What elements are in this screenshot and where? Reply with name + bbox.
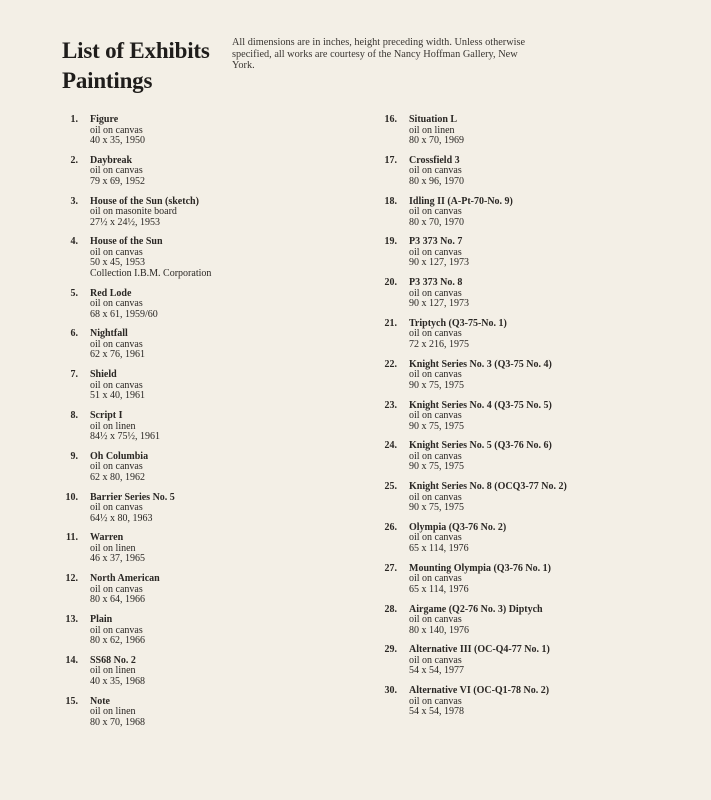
exhibit-title: Mounting Olympia (Q3-76 No. 1) <box>409 562 551 574</box>
exhibit-details <box>90 197 211 229</box>
exhibit-entry <box>38 197 211 238</box>
exhibit-medium: oil on linen <box>90 542 136 554</box>
exhibit-entry <box>38 115 211 156</box>
exhibit-details <box>409 605 567 637</box>
exhibit-medium: oil on linen <box>409 124 455 136</box>
exhibit-details <box>409 360 567 392</box>
exhibit-details <box>90 533 211 565</box>
exhibit-dimensions-year: 27½ x 24½, 1953 <box>90 216 160 228</box>
exhibit-number: 14. <box>65 654 78 666</box>
exhibit-dimensions-year: 90 x 127, 1973 <box>409 257 469 269</box>
exhibit-details <box>90 289 211 321</box>
exhibit-medium: oil on canvas <box>409 328 462 340</box>
exhibit-title: Note <box>90 695 110 707</box>
exhibit-number: 6. <box>70 328 78 340</box>
exhibit-entry <box>38 574 211 615</box>
exhibit-details <box>90 697 211 729</box>
exhibit-medium: oil on canvas <box>90 246 143 258</box>
exhibit-details <box>90 370 211 402</box>
exhibit-entry <box>38 370 211 411</box>
exhibit-medium: oil on canvas <box>90 461 143 473</box>
exhibit-medium: oil on canvas <box>409 165 462 177</box>
exhibit-dimensions-year: 90 x 75, 1975 <box>409 461 464 473</box>
exhibit-number: 9. <box>70 450 78 462</box>
exhibit-details <box>409 197 567 229</box>
exhibit-entry <box>357 237 567 278</box>
exhibit-title: Figure <box>90 114 119 125</box>
exhibit-details <box>90 493 211 525</box>
exhibit-entry <box>38 493 211 534</box>
exhibit-number: 18. <box>384 195 397 207</box>
exhibit-number: 3. <box>70 195 78 207</box>
exhibit-number: 2. <box>70 154 78 166</box>
exhibit-entry <box>357 686 567 727</box>
exhibit-medium: oil on canvas <box>409 614 462 626</box>
exhibit-number: 29. <box>384 644 397 656</box>
exhibit-entry <box>38 452 211 493</box>
exhibit-details <box>90 574 211 606</box>
exhibit-dimensions-year: 72 x 216, 1975 <box>409 338 469 350</box>
exhibit-details <box>409 278 567 310</box>
exhibit-number: 27. <box>384 562 397 574</box>
exhibit-details <box>409 482 567 514</box>
exhibit-number: 15. <box>65 695 78 707</box>
exhibit-title: P3 373 No. 7 <box>409 236 463 248</box>
exhibit-dimensions-year: 54 x 54, 1977 <box>409 665 464 677</box>
exhibit-number: 8. <box>70 410 78 422</box>
exhibit-title: Idling II (A-Pt-70-No. 9) <box>409 195 513 207</box>
page-title: List of Exhibits <box>62 38 210 63</box>
exhibit-title: Knight Series No. 5 (Q3-76 No. 6) <box>409 440 552 452</box>
exhibit-details <box>409 441 567 473</box>
exhibit-title: Oh Columbia <box>90 450 149 462</box>
exhibit-entry <box>357 319 567 360</box>
exhibit-number: 22. <box>384 358 397 370</box>
exhibit-entry <box>357 360 567 401</box>
exhibit-title: House of the Sun (sketch) <box>90 195 199 207</box>
exhibit-collection: Collection I.B.M. Corporation <box>90 267 212 279</box>
exhibit-dimensions-year: 80 x 140, 1976 <box>409 624 469 636</box>
exhibit-medium: oil on canvas <box>409 532 462 544</box>
exhibit-title: Script I <box>90 410 123 422</box>
exhibit-dimensions-year: 54 x 54, 1978 <box>409 706 464 718</box>
exhibits-left-column <box>38 115 211 737</box>
exhibit-details <box>90 156 211 188</box>
exhibit-dimensions-year: 80 x 70, 1968 <box>90 716 145 728</box>
exhibit-title: Alternative III (OC-Q4-77 No. 1) <box>409 644 550 656</box>
exhibit-number: 21. <box>384 317 397 329</box>
exhibit-number: 20. <box>384 277 397 289</box>
exhibit-title: Triptych (Q3-75-No. 1) <box>409 317 507 329</box>
exhibit-medium: oil on canvas <box>90 124 143 136</box>
exhibit-title: Barrier Series No. 5 <box>90 491 175 503</box>
exhibit-title: P3 373 No. 8 <box>409 277 463 289</box>
exhibit-details <box>409 564 567 596</box>
exhibit-number: 4. <box>70 236 78 248</box>
exhibit-number: 30. <box>384 685 397 697</box>
exhibit-number: 24. <box>384 440 397 452</box>
exhibit-medium: oil on canvas <box>90 583 143 595</box>
exhibit-number: 12. <box>65 573 78 585</box>
exhibit-title: Knight Series No. 4 (Q3-75 No. 5) <box>409 399 552 411</box>
exhibit-dimensions-year: 51 x 40, 1961 <box>90 390 145 402</box>
exhibit-entry <box>357 645 567 686</box>
section-title: Paintings <box>62 68 153 93</box>
exhibit-number: 23. <box>384 399 397 411</box>
exhibit-dimensions-year: 79 x 69, 1952 <box>90 175 145 187</box>
exhibit-medium: oil on canvas <box>409 369 462 381</box>
exhibit-title: Red Lode <box>90 287 132 299</box>
exhibit-dimensions-year: 68 x 61, 1959/60 <box>90 308 158 320</box>
exhibit-details <box>409 523 567 555</box>
exhibit-dimensions-year: 80 x 70, 1970 <box>409 216 464 228</box>
exhibit-title: Plain <box>90 614 113 626</box>
exhibit-medium: oil on linen <box>90 706 136 718</box>
dimensions-note: All dimensions are in inches, height preceding width. Unless otherwise specified, all works are courtesy of the Nancy Hoffman Gallery, New York. <box>232 37 526 71</box>
exhibit-number: 28. <box>384 603 397 615</box>
exhibit-title: SS68 No. 2 <box>90 654 136 666</box>
exhibit-dimensions-year: 40 x 35, 1968 <box>90 675 145 687</box>
exhibit-dimensions-year: 65 x 114, 1976 <box>409 583 469 595</box>
exhibit-details <box>409 401 567 433</box>
exhibit-entry <box>357 115 567 156</box>
exhibit-entry <box>357 605 567 646</box>
exhibit-number: 10. <box>65 491 78 503</box>
exhibit-entry <box>38 289 211 330</box>
exhibit-medium: oil on canvas <box>409 695 462 707</box>
exhibit-number: 25. <box>384 481 397 493</box>
exhibit-number: 1. <box>70 114 78 125</box>
exhibit-details <box>409 237 567 269</box>
exhibit-dimensions-year: 84½ x 75½, 1961 <box>90 431 160 443</box>
exhibit-medium: oil on canvas <box>90 338 143 350</box>
exhibit-dimensions-year: 65 x 114, 1976 <box>409 542 469 554</box>
exhibit-medium: oil on canvas <box>90 624 143 636</box>
exhibit-medium: oil on masonite board <box>90 206 177 218</box>
exhibit-title: Alternative VI (OC-Q1-78 No. 2) <box>409 685 550 697</box>
exhibit-entry <box>38 329 211 370</box>
exhibit-entry <box>357 482 567 523</box>
exhibit-medium: oil on linen <box>90 665 136 677</box>
exhibit-title: House of the Sun <box>90 236 163 248</box>
exhibit-medium: oil on linen <box>90 420 136 432</box>
exhibit-entry <box>38 237 211 288</box>
title-block <box>62 36 210 96</box>
exhibit-number: 7. <box>70 369 78 381</box>
exhibit-entry <box>357 564 567 605</box>
exhibit-details <box>90 411 211 443</box>
exhibit-medium: oil on canvas <box>409 491 462 503</box>
exhibit-title: Nightfall <box>90 328 128 340</box>
exhibit-number: 26. <box>384 521 397 533</box>
exhibit-entry <box>357 401 567 442</box>
exhibit-dimensions-year: 50 x 45, 1953 <box>90 257 145 269</box>
exhibit-details <box>409 115 567 147</box>
exhibit-entry <box>38 615 211 656</box>
exhibit-title: Olympia (Q3-76 No. 2) <box>409 521 507 533</box>
exhibit-title: Knight Series No. 8 (OCQ3-77 No. 2) <box>409 481 567 493</box>
exhibit-dimensions-year: 90 x 127, 1973 <box>409 298 469 310</box>
exhibits-right-column <box>357 115 567 727</box>
exhibit-title: Situation L <box>409 114 458 125</box>
exhibit-entry <box>357 278 567 319</box>
exhibit-number: 5. <box>70 287 78 299</box>
exhibit-details <box>90 615 211 647</box>
exhibit-dimensions-year: 64½ x 80, 1963 <box>90 512 153 524</box>
exhibit-number: 19. <box>384 236 397 248</box>
exhibit-medium: oil on canvas <box>409 573 462 585</box>
exhibit-dimensions-year: 90 x 75, 1975 <box>409 420 464 432</box>
exhibit-dimensions-year: 46 x 37, 1965 <box>90 553 145 565</box>
exhibit-entry <box>38 411 211 452</box>
exhibit-dimensions-year: 80 x 64, 1966 <box>90 594 145 606</box>
exhibit-dimensions-year: 90 x 75, 1975 <box>409 379 464 391</box>
exhibit-dimensions-year: 62 x 80, 1962 <box>90 471 145 483</box>
exhibit-number: 11. <box>66 532 78 544</box>
exhibit-entry <box>357 441 567 482</box>
exhibit-details <box>409 156 567 188</box>
exhibit-title: Knight Series No. 3 (Q3-75 No. 4) <box>409 358 552 370</box>
exhibit-entry <box>38 533 211 574</box>
exhibit-dimensions-year: 80 x 96, 1970 <box>409 175 464 187</box>
exhibit-details <box>409 686 567 718</box>
exhibit-entry <box>38 697 211 738</box>
exhibit-entry <box>38 156 211 197</box>
exhibit-details <box>90 452 211 484</box>
exhibit-entry <box>357 197 567 238</box>
exhibit-details <box>90 656 211 688</box>
exhibit-entry <box>357 523 567 564</box>
exhibit-details <box>90 115 211 147</box>
exhibit-medium: oil on canvas <box>409 450 462 462</box>
exhibit-number: 13. <box>65 614 78 626</box>
exhibit-details <box>409 319 567 351</box>
exhibit-number: 16. <box>384 114 397 125</box>
exhibit-number: 17. <box>384 154 397 166</box>
exhibit-dimensions-year: 40 x 35, 1950 <box>90 135 145 146</box>
exhibit-title: Crossfield 3 <box>409 154 460 166</box>
exhibit-medium: oil on canvas <box>409 287 462 299</box>
exhibit-dimensions-year: 80 x 62, 1966 <box>90 635 145 647</box>
exhibit-title: Airgame (Q2-76 No. 3) Diptych <box>409 603 543 615</box>
exhibit-entry <box>357 156 567 197</box>
exhibit-medium: oil on canvas <box>90 165 143 177</box>
exhibit-details <box>409 645 567 677</box>
exhibit-medium: oil on canvas <box>409 206 462 218</box>
exhibit-medium: oil on canvas <box>409 410 462 422</box>
exhibit-details <box>90 329 211 361</box>
exhibit-medium: oil on canvas <box>90 502 143 514</box>
exhibit-title: Warren <box>90 532 124 544</box>
exhibit-dimensions-year: 80 x 70, 1969 <box>409 135 464 146</box>
exhibit-title: Daybreak <box>90 154 133 166</box>
exhibit-dimensions-year: 90 x 75, 1975 <box>409 502 464 514</box>
exhibit-medium: oil on canvas <box>409 246 462 258</box>
exhibit-entry <box>38 656 211 697</box>
exhibit-medium: oil on canvas <box>90 298 143 310</box>
exhibit-medium: oil on canvas <box>409 654 462 666</box>
exhibit-medium: oil on canvas <box>90 379 143 391</box>
exhibit-title: North American <box>90 573 160 585</box>
exhibit-dimensions-year: 62 x 76, 1961 <box>90 349 145 361</box>
exhibit-details <box>90 237 211 279</box>
exhibit-title: Shield <box>90 369 117 381</box>
